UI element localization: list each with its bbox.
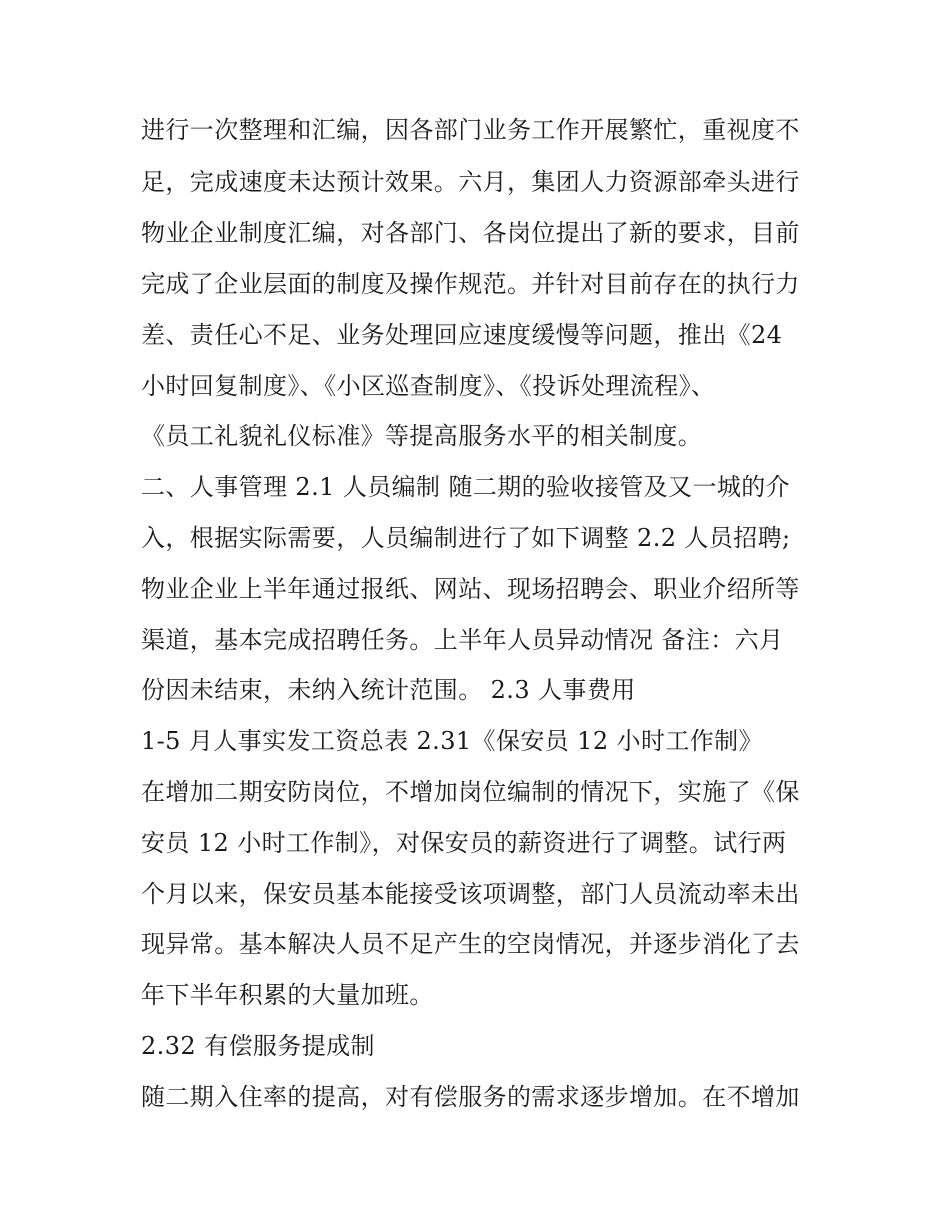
text-line-11: 渠道，基本完成招聘任务。上半年人员异动情况 备注：六月: [141, 626, 784, 654]
text-line-4: 完成了企业层面的制度及操作规范。并针对目前存在的执行力: [141, 270, 800, 298]
subsection-heading-paid-service: 2.32 有偿服务提成制: [141, 1032, 375, 1060]
text-line-13: 1-5 月人事实发工资总表 2.31《保安员 12 小时工作制》: [141, 727, 763, 755]
text-line-12: 份因未结束，未纳入统计范围。 2.3 人事费用: [141, 676, 636, 704]
text-line-18: 年下半年积累的大量加班。: [141, 981, 434, 1009]
text-line-16: 个月以来，保安员基本能接受该项调整，部门人员流动率未出: [141, 880, 800, 908]
text-line-2: 足，完成速度未达预计效果。六月，集团人力资源部牵头进行: [141, 168, 800, 196]
text-line-1: 进行一次整理和汇编，因各部门业务工作开展繁忙，重视度不: [141, 116, 800, 144]
text-line-17: 现异常。基本解决人员不足产生的空岗情况，并逐步消化了去: [141, 930, 800, 958]
text-line-20: 随二期入住率的提高，对有偿服务的需求逐步增加。在不增加: [141, 1083, 800, 1111]
text-line-5: 差、责任心不足、业务处理回应速度缓慢等问题，推出《24: [141, 321, 783, 349]
section-heading-personnel: 二、人事管理 2.1 人员编制 随二期的验收接管及又一城的介: [141, 473, 791, 501]
text-line-7: 《员工礼貌礼仪标准》等提高服务水平的相关制度。: [141, 422, 703, 450]
text-line-14: 在增加二期安防岗位，不增加岗位编制的情况下，实施了《保: [141, 778, 800, 806]
text-line-3: 物业企业制度汇编，对各部门、各岗位提出了新的要求，目前: [141, 219, 800, 247]
text-line-10: 物业企业上半年通过报纸、网站、现场招聘会、职业介绍所等: [141, 575, 800, 603]
text-line-9: 入，根据实际需要，人员编制进行了如下调整 2.2 人员招聘;: [141, 524, 791, 552]
text-line-15: 安员 12 小时工作制》，对保安员的薪资进行了调整。试行两: [141, 829, 787, 857]
text-line-6: 小时回复制度》、《小区巡查制度》、《投诉处理流程》、: [141, 372, 716, 400]
